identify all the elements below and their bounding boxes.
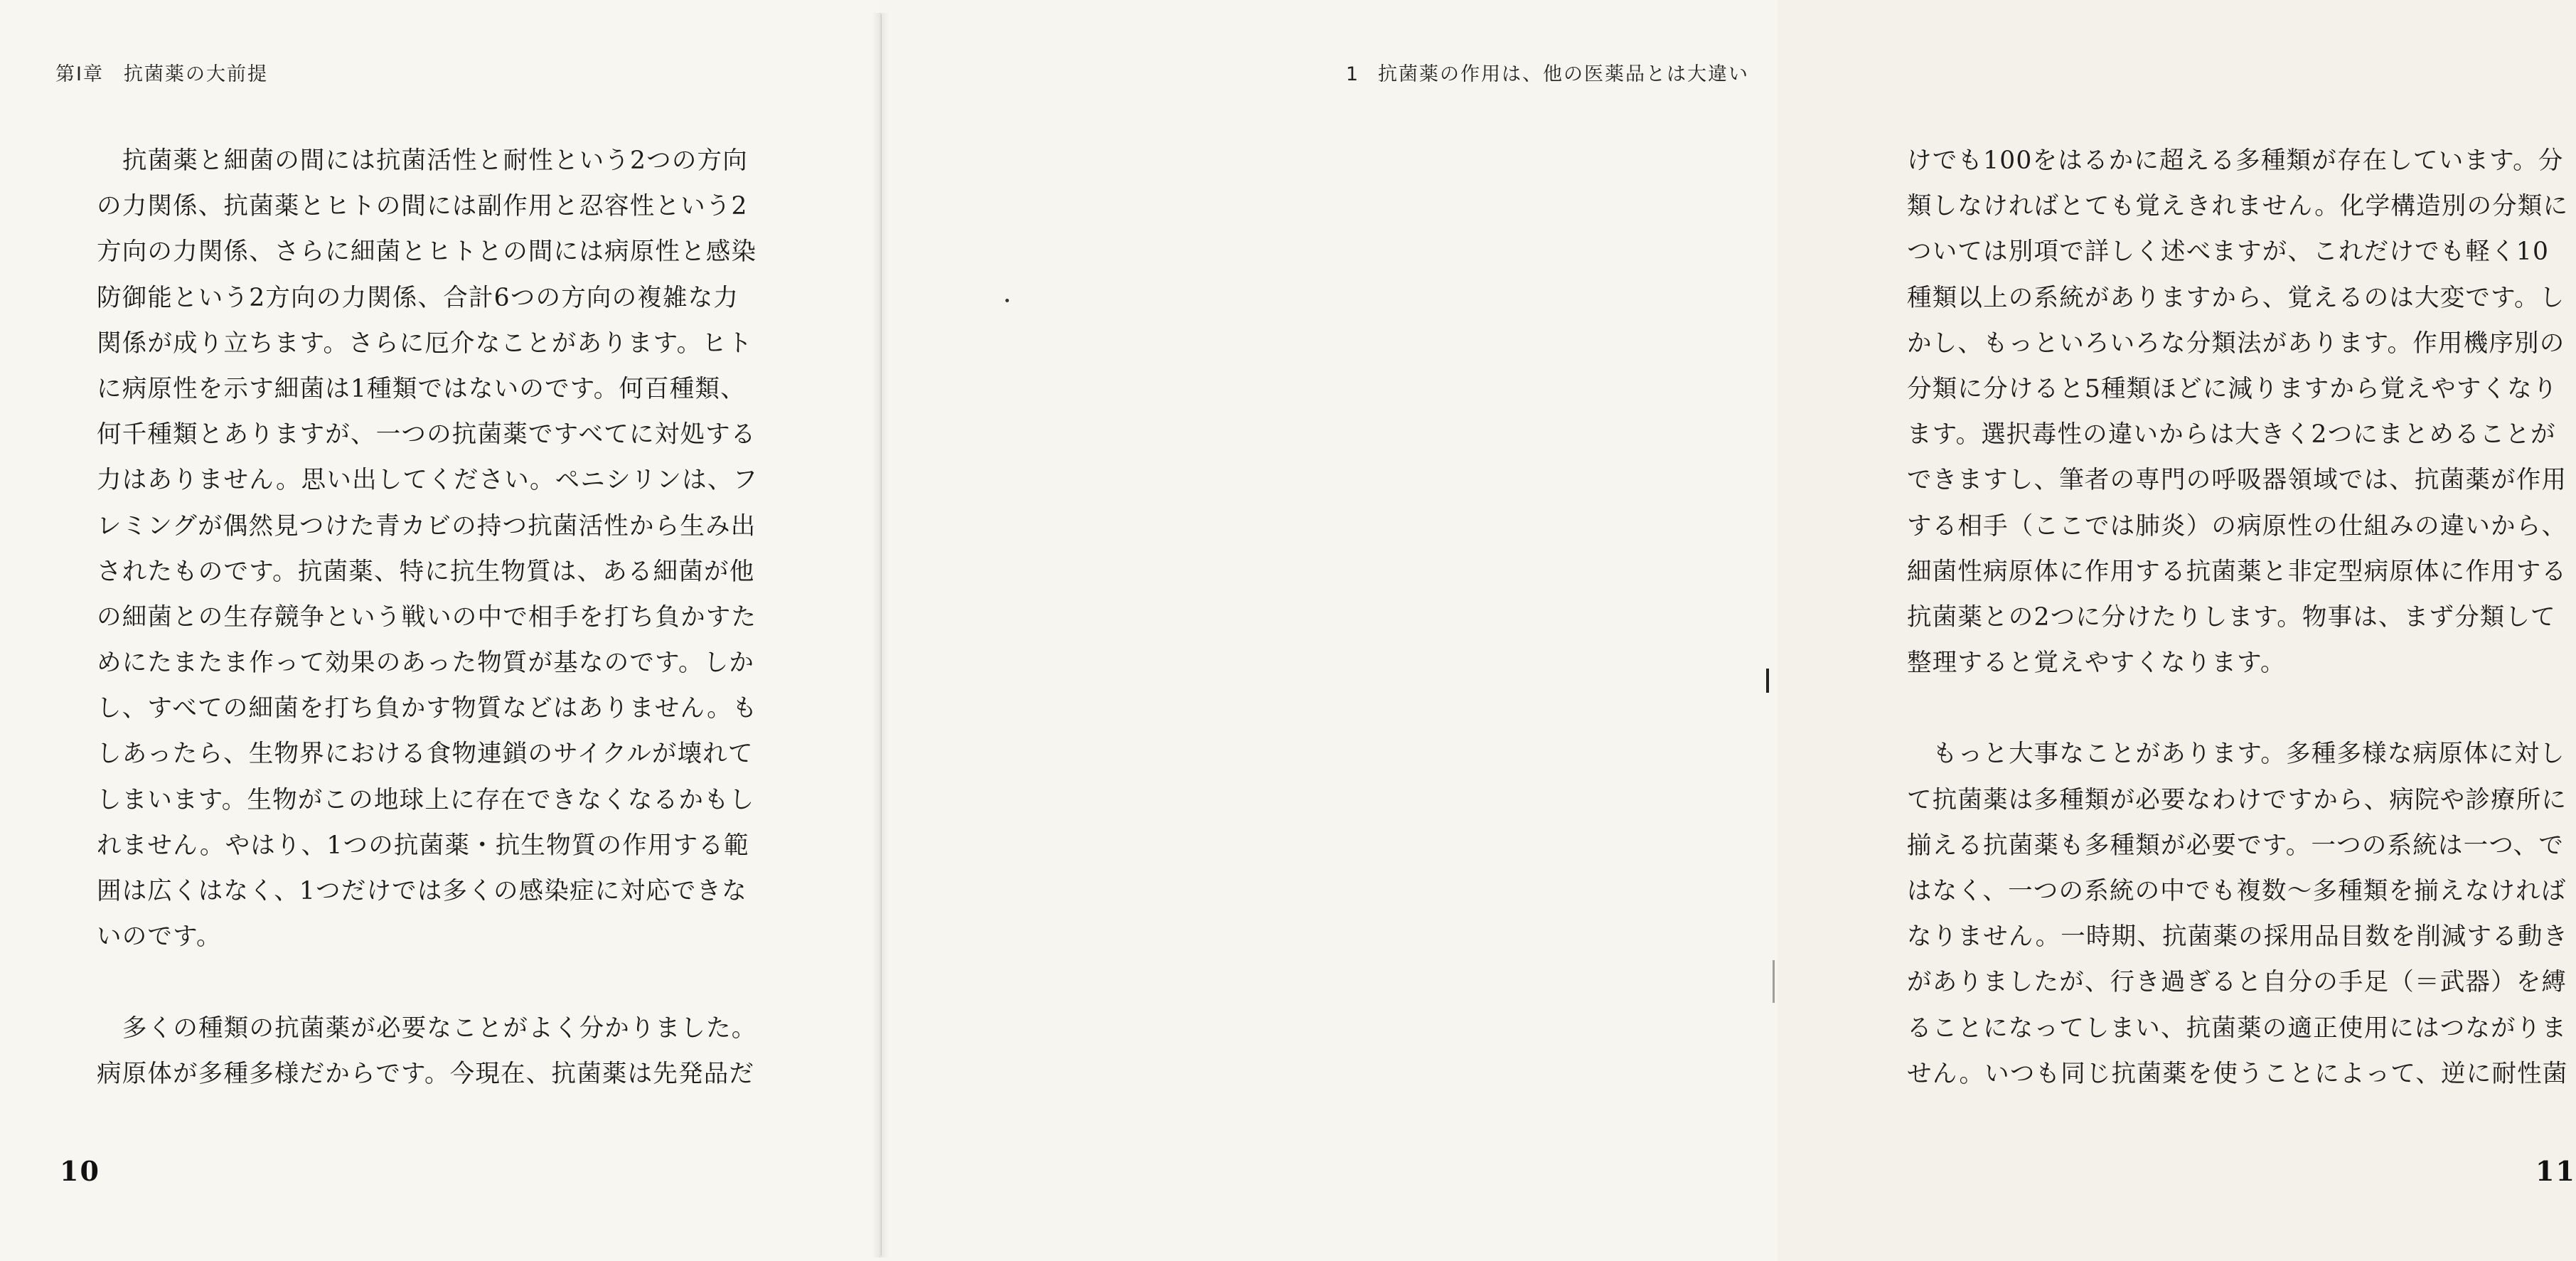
scan-speck [1005, 299, 1009, 302]
text-line: 囲は広くはなく、1つだけでは多くの感染症に対応できな [97, 877, 747, 905]
text-line: 方向の力関係、さらに細菌とヒトとの間には病原性と感染 [97, 238, 757, 267]
text-line: し、すべての細菌を打ち負かす物質などはありません。も [97, 694, 758, 723]
text-line: せん。いつも同じ抗菌薬を使うことによって、逆に耐性菌 [1907, 1059, 2568, 1088]
text-line: する相手（ここでは肺炎）の病原性の仕組みの違いから、 [1907, 511, 2567, 541]
text-line: されたものです。抗菌薬、特に抗生物質は、ある細菌が他 [97, 557, 755, 586]
text-line: もっと大事なことがあります。多種多様な病原体に対し [1933, 740, 2565, 769]
text-line: 揃える抗菌薬も多種類が必要です。一つの系統は一つ、で [1907, 831, 2565, 860]
text-line: はなく、一つの系統の中でも複数～多種類を揃えなければ [1907, 877, 2567, 905]
left-running-head [55, 58, 268, 86]
text-line: 抗菌薬と細菌の間には抗菌活性と耐性という2つの方向 [122, 147, 748, 175]
section-number: 1 [1345, 63, 1359, 85]
text-line: できますし、筆者の専門の呼吸器領域では、抗菌薬が作用 [1907, 466, 2567, 495]
text-line: 防御能という2方向の力関係、合計6つの方向の複雑な力 [97, 283, 739, 312]
text-line: めにたまたま作って効果のあった物質が基なのです。しか [97, 649, 755, 678]
text-line: 種類以上の系統がありますから、覚えるのは大変です。し [1907, 283, 2565, 312]
chapter-title: 抗菌薬の大前提 [123, 63, 268, 85]
scan-edge-shadow [1773, 960, 1775, 1003]
text-line: 病原体が多種多様だからです。今現在、抗菌薬は先発品だ [97, 1059, 755, 1088]
scan-edge-mark [1766, 669, 1769, 693]
text-line: 抗菌薬との2つに分けたりします。物事は、まず分類して [1907, 602, 2556, 632]
text-line: 整理すると覚えやすくなります。 [1907, 649, 2286, 678]
text-line: なりません。一時期、抗菌薬の採用品目数を削減する動き [1907, 922, 2569, 952]
gutter-fold [881, 14, 882, 1255]
text-line: しあったら、生物界における食物連鎖のサイクルが壊れて [97, 740, 754, 769]
text-line: て抗菌薬は多種類が必要なわけですから、病院や診療所に [1907, 785, 2567, 814]
text-line: ついては別項で詳しく述べますが、これだけでも軽く10 [1907, 238, 2550, 267]
gutter-shadow [872, 13, 889, 1257]
left-page [0, 0, 880, 1261]
text-line: けでも100をはるかに超える多種類が存在しています。分 [1907, 147, 2564, 175]
text-line: ることになってしまい、抗菌薬の適正使用にはつながりま [1907, 1013, 2567, 1043]
text-line: 類しなければとても覚えきれません。化学構造別の分類に [1907, 192, 2569, 221]
text-line: 多くの種類の抗菌薬が必要なことがよく分かりました。 [122, 1013, 757, 1043]
left-page-number: 10 [60, 1155, 100, 1187]
section-title: 抗菌薬の作用は、他の医薬品とは大違い [1378, 63, 1749, 85]
right-running-head [1346, 58, 1749, 86]
text-line: に病原性を示す細菌は1種類ではないのです。何百種類、 [97, 374, 746, 403]
text-line: いのです。 [97, 922, 222, 952]
text-line: 関係が成り立ちます。さらに厄介なことがあります。ヒト [97, 329, 753, 358]
text-line: しまいます。生物がこの地球上に存在できなくなるかもし [97, 785, 755, 814]
text-line: 細菌性病原体に作用する抗菌薬と非定型病原体に作用する [1907, 557, 2567, 586]
text-line: 何千種類とありますが、一つの抗菌薬ですべてに対処する [97, 420, 757, 449]
text-line: 力はありません。思い出してください。ペニシリンは、フ [97, 466, 759, 495]
text-line: の細菌との生存競争という戦いの中で相手を打ち負かすた [97, 602, 757, 632]
paragraph-gap [1907, 686, 2547, 731]
text-line: ます。選択毒性の違いからは大きく2つにまとめることが [1907, 420, 2556, 449]
right-page-number: 11 [2535, 1155, 2576, 1187]
right-body-text [1907, 138, 2569, 1097]
right-page [880, 0, 2576, 1261]
text-line: レミングが偶然見つけた青カビの持つ抗菌活性から生み出 [97, 511, 757, 541]
text-line: れません。やはり、1つの抗菌薬・抗生物質の作用する範 [97, 831, 749, 860]
text-line: かし、もっといろいろな分類法があります。作用機序別の [1907, 329, 2565, 358]
text-line: 分類に分けると5種類ほどに減りますから覚えやすくなり [1907, 374, 2558, 403]
left-body-text [97, 138, 759, 1097]
paragraph-gap [97, 959, 737, 1005]
text-line: がありましたが、行き過ぎると自分の手足（＝武器）を縛 [1907, 968, 2567, 997]
text-line: の力関係、抗菌薬とヒトの間には副作用と忍容性という2 [97, 192, 748, 221]
chapter-label: 第Ⅰ章 [55, 63, 104, 85]
